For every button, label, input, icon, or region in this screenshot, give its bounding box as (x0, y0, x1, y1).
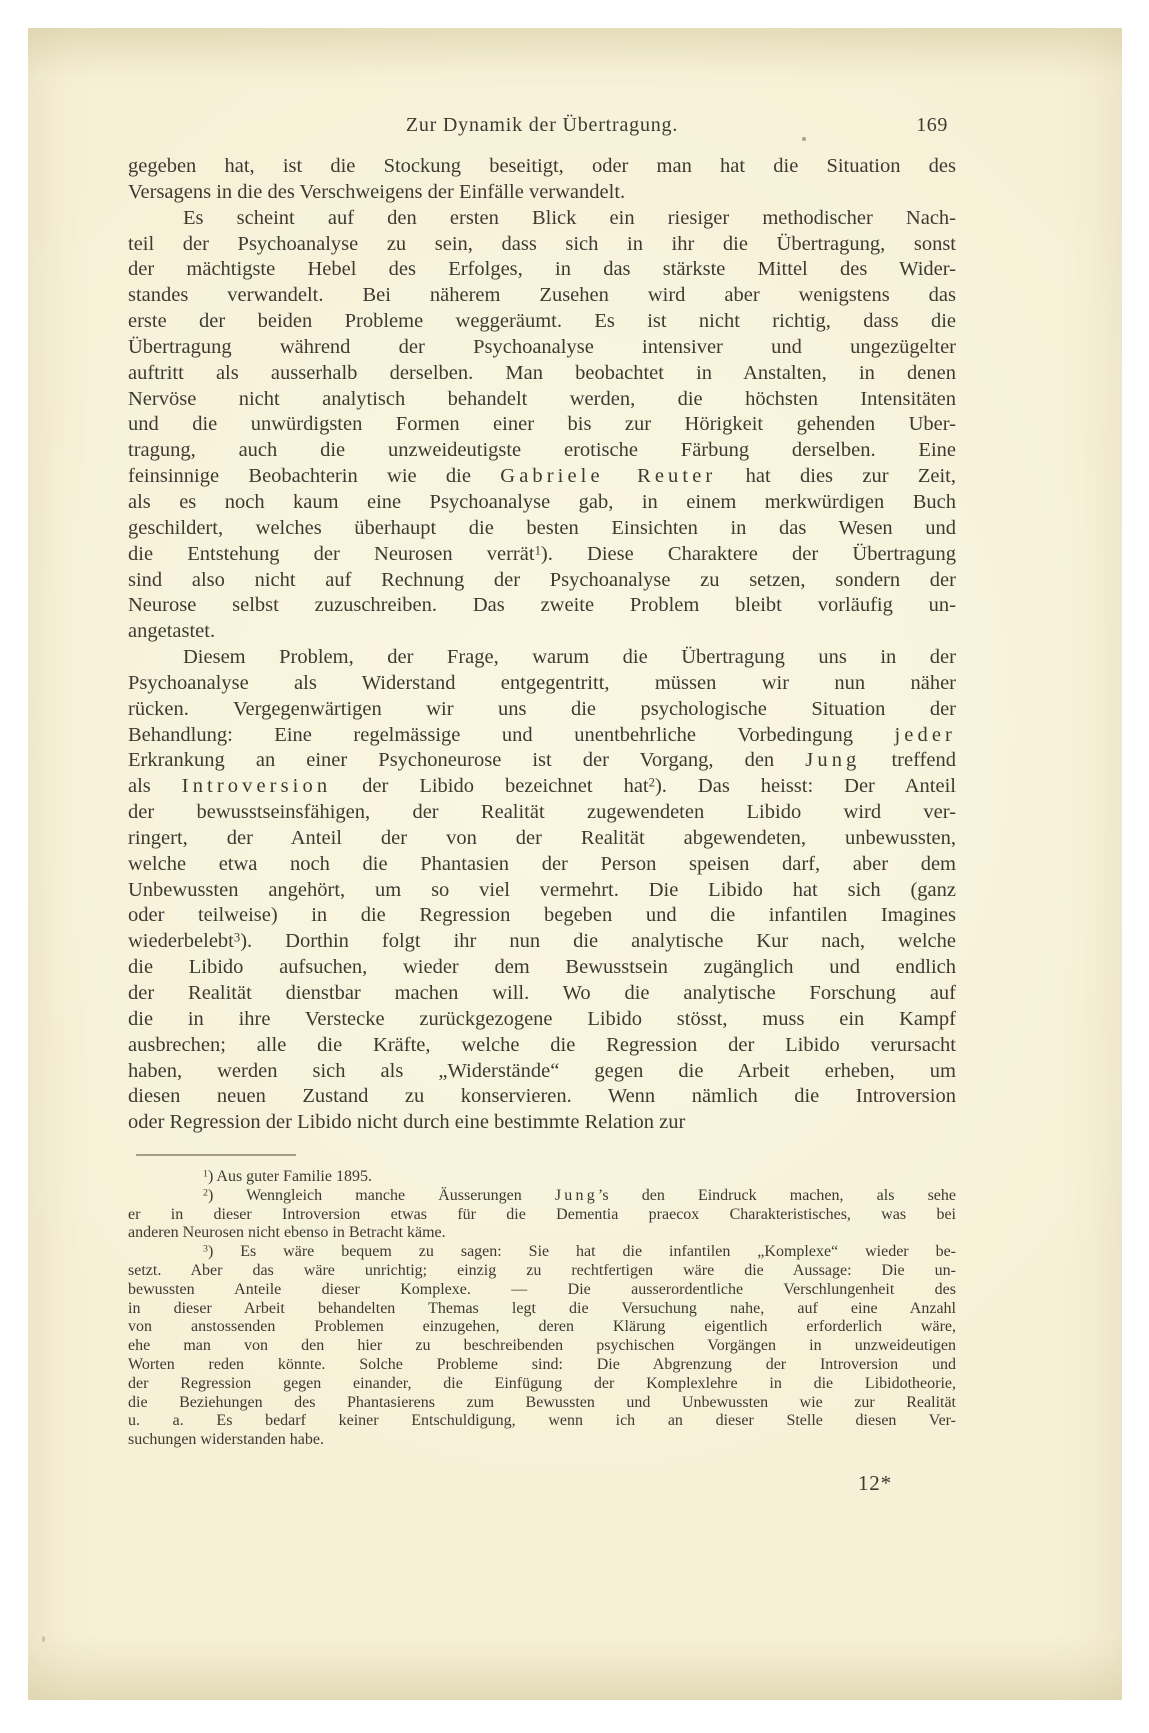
text-line: standes verwandelt. Bei näherem Zusehen wird aber wenigstens das (128, 284, 956, 307)
text-line: welche etwa noch die Phantasien der Person speisen darf, aber dem (128, 852, 956, 875)
text-line: Neurose selbst zuzuschreiben. Das zweite Problem bleibt vorläufig un- (128, 594, 956, 617)
text-line: geschildert, welches überhaupt die besten Einsichten in das Wesen und (128, 516, 956, 539)
text-line: tragung, auch die unzweideutigste erotische Färbung derselben. Eine (128, 439, 956, 462)
text-line: u. a. Es bedarf keiner Entschuldigung, wenn ich an dieser Stelle diesen Ver- (128, 1412, 956, 1430)
text-line: als Introversion der Libido bezeichnet hat$^2$). Das heisst: Der Anteil (128, 775, 956, 798)
text-line: bewussten Anteile dieser Komplexe. — Die ausserordentliche Verschlungenheit des (128, 1280, 956, 1298)
paper (28, 28, 1122, 1700)
footnote-marker: 2 (203, 1187, 208, 1199)
text-line: suchungen widerstanden habe. (128, 1431, 324, 1449)
text-line: feinsinnige Beobachterin wie die Gabriele Reuter hat dies zur Zeit, (128, 465, 956, 488)
text-line: Versagens in die des Verschweigens der Einfälle verwandelt. (128, 180, 626, 203)
text-line: die Beziehungen des Phantasierens zum Bewussten und Unbewussten wie zur Realität (128, 1393, 956, 1411)
footnote (128, 1243, 956, 1450)
text-line: von anstossenden Problemen einzugehen, deren Klärung eigentlich erforderlich wäre, (128, 1318, 956, 1336)
footnote-marker: 1 (534, 542, 541, 557)
text-line: der mächtigste Hebel des Erfolges, in das stärkste Mittel des Wider- (128, 258, 956, 281)
text-line: Worten reden könnte. Solche Probleme sind: Die Abgrenzung der Introversion und (128, 1356, 956, 1374)
text-line: er in dieser Introversion etwas für die Dementia praecox Charakteristisches, was bei (128, 1205, 956, 1223)
text-line: Psychoanalyse als Widerstand entgegentritt, müssen wir nun näher (128, 671, 956, 694)
spaced-emphasis: Gabriele Reuter (500, 465, 717, 488)
text-line: sind also nicht auf Rechnung der Psychoanalyse zu setzen, sondern der (128, 568, 956, 591)
text-line: gegeben hat, ist die Stockung beseitigt, oder man hat die Situation des (128, 155, 956, 177)
signature-mark: 12* (857, 1471, 892, 1496)
page-title: Zur Dynamik der Übertragung. (405, 114, 679, 136)
text-line: diesen neuen Zustand zu konservieren. Wenn nämlich die Introversion (128, 1085, 956, 1108)
text-line: Es scheint auf den ersten Blick ein riesiger methodischer Nach- (183, 206, 956, 229)
text-line: oder teilweise) in die Regression begeben und die infantilen Imagines (128, 904, 956, 927)
footnote-marker: 3 (203, 1243, 208, 1255)
text-line: ausbrechen; alle die Kräfte, welche die Regression der Libido verursacht (128, 1033, 956, 1056)
body-text (128, 154, 956, 1136)
text-line: rücken. Vergegenwärtigen wir uns die psychologische Situation der (128, 697, 956, 720)
footnote-marker: 2 (648, 775, 655, 790)
text-line: die Entstehung der Neurosen verrät$^1$). Diese Charaktere der Übertragung (128, 542, 956, 565)
spaced-emphasis: jeder (894, 723, 956, 746)
footnote-marker: 1 (203, 1168, 208, 1180)
text-line: teil der Psychoanalyse zu sein, dass sich in ihr die Übertragung, sonst (128, 232, 956, 255)
paper-speck (42, 1636, 45, 1642)
text-line: die in ihre Verstecke zurückgezogene Libido stösst, muss ein Kampf (128, 1007, 956, 1030)
text-line: erste der beiden Probleme weggeräumt. Es ist nicht richtig, dass die (128, 310, 956, 333)
text-line: ringert, der Anteil der von der Realität abgewendeten, unbewussten, (128, 826, 956, 849)
footnotes (128, 1168, 956, 1450)
text-line: haben, werden sich als „Widerstände“ gegen die Arbeit erheben, um (128, 1059, 956, 1082)
spaced-emphasis: Introversion (181, 775, 332, 798)
paragraph (128, 645, 956, 1136)
footnote (128, 1187, 956, 1243)
text-line: Übertragung während der Psychoanalyse intensiver und ungezügelter (128, 335, 956, 358)
text-line: die Libido aufsuchen, wieder dem Bewusstsein zugänglich und endlich (128, 956, 956, 979)
text-line: setzt. Aber das wäre unrichtig; einzig zu rechtfertigen wäre die Aussage: Die un- (128, 1262, 956, 1280)
footnote (128, 1168, 956, 1187)
page-header (128, 112, 956, 138)
text-line: Erkrankung an einer Psychoneurose ist der Vorgang, den Jung treffend (128, 749, 956, 772)
text-line: Diesem Problem, der Frage, warum die Übertragung uns in der (183, 646, 956, 669)
text-line: Behandlung: Eine regelmässige und unentbehrliche Vorbedingung jeder (128, 723, 956, 746)
text-line: ehe man von den hier zu beschreibenden psychischen Vorgängen in unzweideutigen (128, 1337, 956, 1355)
page-number: 169 (916, 114, 948, 136)
text-line: $^1$) Aus guter Familie 1895. (203, 1168, 372, 1186)
spaced-emphasis: Jung (805, 749, 861, 772)
text-line: auftritt als ausserhalb derselben. Man beobachtet in Anstalten, in denen (128, 361, 956, 384)
text-line: und die unwürdigsten Formen einer bis zur Hörigkeit gehenden Uber- (128, 413, 956, 436)
text-line: Nervöse nicht analytisch behandelt werden, die höchsten Intensitäten (128, 387, 956, 410)
paper-speck (802, 137, 806, 141)
spaced-emphasis: Jung (554, 1186, 598, 1204)
text-line: der Regression gegen einander, die Einfügung der Komplexlehre in die Libidotheorie, (128, 1374, 956, 1392)
text-line: anderen Neurosen nicht ebenso in Betracht käme. (128, 1224, 446, 1242)
text-line: oder Regression der Libido nicht durch eine bestimmte Relation zur (128, 1111, 686, 1134)
text-line: der bewusstseinsfähigen, der Realität zugewendeten Libido wird ver- (128, 801, 956, 824)
text-line: Unbewussten angehört, um so viel vermehrt. Die Libido hat sich (ganz (128, 878, 956, 901)
paragraph (128, 206, 956, 645)
text-line: als es noch kaum eine Psychoanalyse gab, in einem merkwürdigen Buch (128, 490, 956, 513)
footnote-marker: 3 (233, 930, 241, 945)
text-line: angetastet. (128, 620, 216, 643)
text-line: der Realität dienstbar machen will. Wo die analytische Forschung auf (128, 982, 956, 1004)
footnote-rule (136, 1154, 296, 1156)
text-line: $^2$) Wenngleich manche Äusserungen Jung’s den Eindruck machen, als sehe (203, 1186, 957, 1204)
text-line: wiederbelebt$^3$). Dorthin folgt ihr nun die analytische Kur nach, welche (128, 930, 956, 953)
paragraph (128, 154, 956, 206)
text-line: in dieser Arbeit behandelten Themas legt die Versuchung nahe, auf eine Anzahl (128, 1299, 956, 1317)
text-line: $^3$) Es wäre bequem zu sagen: Sie hat die infantilen „Komplexe“ wieder be- (203, 1243, 956, 1261)
